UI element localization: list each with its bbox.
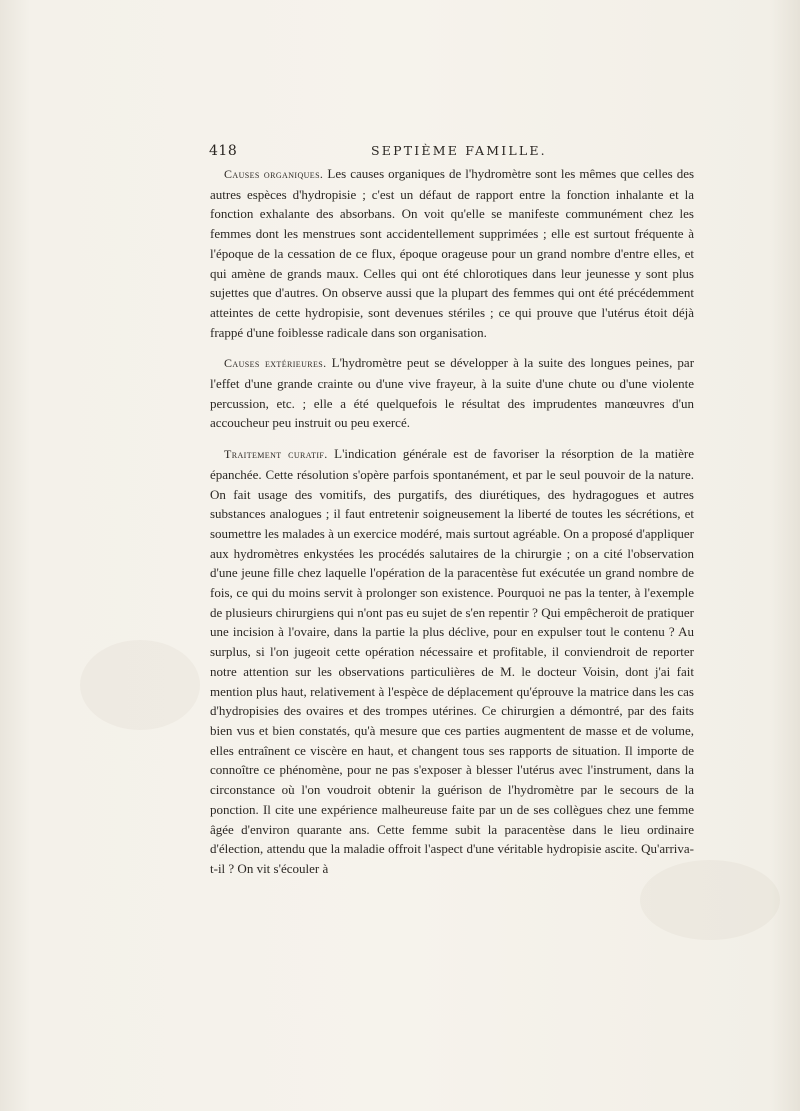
page-header: [209, 143, 695, 165]
paragraph-lead: Causes extérieures.: [224, 356, 327, 371]
paragraph-causes-organiques: [210, 164, 694, 342]
paragraph-text: L'hydromètre peut se développer à la suite des longues peines, par l'effet d'une grande crainte ou d'une vive frayeur, à la suite d'une chute ou d'une violente percussion, etc. ; elle a été quelquefois le résultat des imprudentes manœuvres d'un accoucheur peu instruit ou peu exercé.: [210, 355, 695, 431]
paragraph-traitement-curatif: [210, 444, 694, 878]
page-body: [210, 164, 694, 879]
page-number: 418: [209, 143, 238, 159]
paragraph-lead: Traitement curatif.: [224, 447, 328, 462]
paper-stain: [80, 640, 200, 730]
running-title: SEPTIÈME FAMILLE.: [371, 143, 547, 158]
paragraph-text: Les causes organiques de l'hydromètre sont les mêmes que celles des autres espèces d'hydropisie ; c'est un défaut de rapport entre la fonction inhalante et la fonction exhalante des absorbans. On voit qu'elle se manifeste communément chez les femmes dont les menstrues sont accidentellement supprimées ; elle est surtout fréquente à l'époque de la cessation de ce flux, époque orageuse pour un grand nombre d'entre elles, et qui amène de grands maux. Celles qui ont été chlorotiques dans leur jeunesse y sont plus sujettes que d'autres. On observe aussi que la plupart des femmes qui ont été précédemment atteintes de cette hydropisie, sont devenues stériles ; ce qui prouve que l'utérus étoit déjà frappé d'une foiblesse radicale dans son organisation.: [210, 166, 695, 340]
paragraph-lead: Causes organiques.: [224, 167, 324, 181]
paragraph-text: L'indication générale est de favoriser la résorption de la matière épanchée. Cette résolution s'opère parfois spontanément, et par le seul pouvoir de la nature. On fait usage des vomitifs, des purgatifs, des diurétiques, des hydragogues et autres substances analogues ; il faut entretenir soigneusement la liberté de toutes les sécrétions, et soumettre les malades à un exercice modéré, mais surtout agréable. On a proposé d'appliquer aux hydromètres enkystées les procédés salutaires de la chirurgie ; on a cité l'observation d'une jeune fille chez laquelle l'opération de la paracentèse fut exécutée un grand nombre de fois, ce qui du moins servit à prolonger son existence. Pourquoi ne pas la tenter, à l'exemple de plusieurs chirurgiens qui n'ont pas eu sujet de s'en repentir ? Qui empêcheroit de pratiquer une incision à l'ovaire, dans la partie la plus déclive, pour en expulser tout le contenu ? Au surplus, si l'on jugeoit cette opération nécessaire et profitable, il conviendroit de reporter notre attention sur les observations particulières de M. le docteur Voisin, dont j'ai fait mention plus haut, relativement à l'espèce de déplacement qu'éprouve la matrice dans les cas d'hydropisies des ovaires et des trompes utérines. Ce chirurgien a démontré, par des faits bien vus et bien constatés, qu'à mesure que ces parties augmentent de masse et de volume, elles entraînent ce viscère en haut, et changent tous ses rapports de situation. Il importe de connoître ce phénomène, pour ne pas s'exposer à blesser l'utérus avec l'instrument, dans la circonstance où l'on voudroit obtenir la guérison de l'hydromètre par le secours de la ponction. Il cite une expérience malheureuse faite par un de ses collègues chez une femme âgée d'environ quarante ans. Cette femme subit la paracentèse dans le lieu ordinaire d'élection, attendu que la maladie offroit l'aspect d'une véritable hydropisie ascite. Qu'arriva-t-il ? On vit s'écouler à: [210, 446, 695, 876]
paragraph-causes-exterieures: [210, 353, 694, 433]
